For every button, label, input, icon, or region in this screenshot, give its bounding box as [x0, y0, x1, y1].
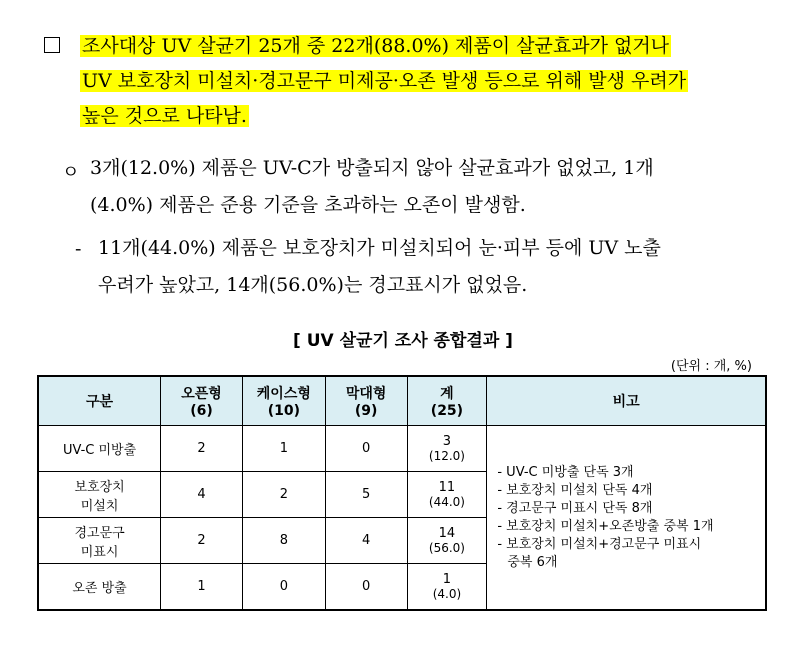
header-case: [242, 376, 325, 426]
cell-bar: 0: [325, 426, 407, 472]
row-label: [38, 472, 161, 518]
cell-total-count: 11: [438, 480, 456, 495]
header-open-count: (6): [190, 403, 213, 419]
cell-case: 0: [242, 564, 325, 611]
summary-text-2: UV 보호장치 미설치·경고문구 미제공·오존 발생 등으로 위해 발생 우려가: [82, 70, 687, 92]
header-bar-count: (9): [354, 403, 378, 419]
summary-line-1: [80, 31, 671, 61]
cell-open: 2: [161, 426, 243, 472]
remarks-cell: [487, 426, 766, 611]
point2-line-1: 11개(44.0%) 제품은 보호장치가 미설치되어 눈·피부 등에 UV 노출: [98, 237, 661, 259]
header-category: 구분: [38, 376, 161, 426]
cell-bar: 4: [325, 518, 407, 564]
cell-total-pct: (44.0): [428, 495, 465, 509]
remark-line: - UV-C 미방출 단독 3개: [497, 464, 634, 480]
cell-total-pct: (4.0): [432, 587, 462, 601]
cell-bar: 5: [325, 472, 407, 518]
cell-total-count: 1: [442, 572, 452, 587]
table-row: [38, 426, 766, 472]
remark-line: 중복 6개: [507, 554, 558, 570]
cell-case: 2: [242, 472, 325, 518]
row-label-line: UV-C 미방출: [62, 443, 137, 458]
header-remarks: 비고: [487, 376, 766, 426]
header-open: [161, 376, 243, 426]
row-label: [38, 518, 161, 564]
summary-line-3: [80, 101, 249, 131]
cell-case: 1: [242, 426, 325, 472]
cell-bar: 0: [325, 564, 407, 611]
point2-line-2: 우려가 높았고, 14개(56.0%)는 경고표시가 없었음.: [98, 274, 528, 296]
row-label-line: 미표시: [80, 544, 119, 560]
cell-total: [407, 564, 487, 611]
header-case-name: 케이스형: [256, 386, 311, 402]
cell-open: 1: [161, 564, 243, 611]
header-case-count: (10): [267, 403, 300, 419]
header-open-name: 오픈형: [181, 386, 222, 402]
remark-line: - 보호장치 미설치+경고문구 미표시: [497, 536, 702, 552]
row-label-line: 미설치: [80, 498, 119, 514]
header-total-name: 계: [440, 386, 454, 402]
row-label-line: 오존 방출: [72, 581, 127, 596]
table-unit: (단위 : 개, %): [670, 359, 752, 374]
summary-text-1: 조사대상 UV 살균기 25개 중 22개(88.0%) 제품이 살균효과가 없거나: [82, 35, 670, 57]
cell-case: 8: [242, 518, 325, 564]
header-total-count: (25): [430, 403, 464, 419]
table-title: [ UV 살균기 조사 종합결과 ]: [293, 331, 513, 351]
circle-bullet-icon: ㅇ: [62, 162, 80, 183]
cell-total-count: 14: [438, 526, 456, 541]
checkbox-icon: [44, 37, 60, 53]
row-label: [38, 564, 161, 611]
header-bar: [325, 376, 407, 426]
row-label-line: 보호장치: [74, 479, 125, 495]
row-label-line: 경고문구: [74, 525, 125, 541]
cell-total-pct: (12.0): [428, 449, 465, 463]
cell-total-count: 3: [442, 434, 452, 449]
cell-total: [407, 426, 487, 472]
remark-line: - 경고문구 미표시 단독 8개: [497, 500, 653, 516]
table-header-row: [38, 376, 766, 426]
dash-bullet: -: [75, 238, 82, 260]
cell-open: 4: [161, 472, 243, 518]
remark-line: - 보호장치 미설치 단독 4개: [497, 482, 653, 498]
summary-table: [37, 375, 767, 611]
header-bar-name: 막대형: [345, 386, 387, 402]
cell-open: 2: [161, 518, 243, 564]
summary-text-3: 높은 것으로 나타남.: [82, 105, 247, 127]
point1-line-1: 3개(12.0%) 제품은 UV-C가 방출되지 않아 살균효과가 없었고, 1개: [90, 157, 654, 179]
cell-total: [407, 472, 487, 518]
cell-total: [407, 518, 487, 564]
point1-line-2: (4.0%) 제품은 준용 기준을 초과하는 오존이 발생함.: [90, 194, 526, 216]
header-total: [407, 376, 487, 426]
row-label: [38, 426, 161, 472]
cell-total-pct: (56.0): [428, 541, 465, 555]
summary-line-2: [80, 66, 688, 96]
remark-line: - 보호장치 미설치+오존방출 중복 1개: [497, 518, 714, 534]
